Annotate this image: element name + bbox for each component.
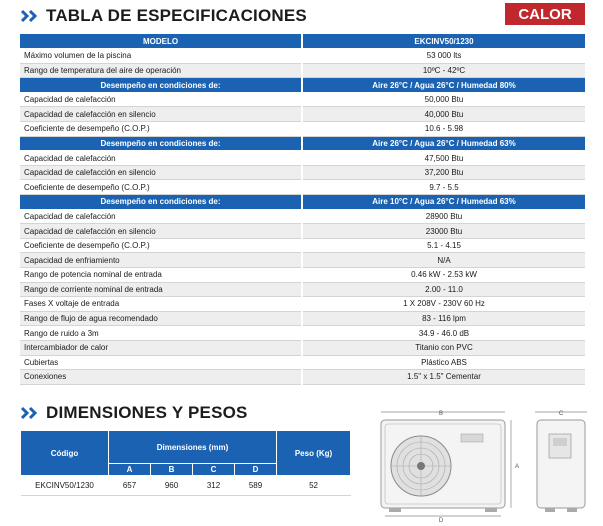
spec-label: Capacidad de calefacción en silencio bbox=[20, 165, 302, 180]
spec-value: 34.9 - 46.0 dB bbox=[302, 326, 585, 341]
spec-label: Rango de potencia nominal de entrada bbox=[20, 268, 302, 283]
spec-value: Plástico ABS bbox=[302, 355, 585, 370]
spec-label: Capacidad de calefacción bbox=[20, 92, 302, 107]
col-header-weight: Peso (Kg) bbox=[277, 431, 351, 476]
spec-section-row bbox=[20, 136, 585, 151]
col-header-b: B bbox=[151, 464, 193, 476]
spec-row bbox=[20, 224, 585, 239]
spec-value: 10.6 - 5.98 bbox=[302, 122, 585, 137]
label-b: B bbox=[438, 411, 444, 417]
spec-label: Capacidad de calefacción en silencio bbox=[20, 107, 302, 122]
cell-c: 312 bbox=[193, 476, 235, 496]
spec-section-header bbox=[20, 5, 307, 27]
spec-row bbox=[20, 92, 585, 107]
spec-section-row bbox=[20, 78, 585, 93]
double-chevron-icon bbox=[20, 406, 40, 420]
spec-value: 28900 Btu bbox=[302, 209, 585, 224]
cell-a: 657 bbox=[109, 476, 151, 496]
spec-value: EKCINV50/1230 bbox=[302, 34, 585, 49]
spec-row bbox=[20, 326, 585, 341]
spec-value: 1.5" x 1.5" Cementar bbox=[302, 370, 585, 385]
col-header-a: A bbox=[109, 464, 151, 476]
spec-value: 83 - 116 lpm bbox=[302, 311, 585, 326]
spec-value: 9.7 - 5.5 bbox=[302, 180, 585, 195]
unit-dimension-diagram bbox=[375, 406, 595, 524]
label-c: C bbox=[558, 411, 564, 417]
cell-b: 960 bbox=[151, 476, 193, 496]
spec-value: Titanio con PVC bbox=[302, 340, 585, 355]
spec-row bbox=[20, 370, 585, 385]
spec-row bbox=[20, 297, 585, 312]
spec-value: 47,500 Btu bbox=[302, 151, 585, 166]
spec-value: N/A bbox=[302, 253, 585, 268]
spec-value: 37,200 Btu bbox=[302, 165, 585, 180]
spec-label: Rango de temperatura del aire de operación bbox=[20, 63, 302, 78]
mode-badge: CALOR bbox=[505, 3, 585, 25]
spec-label: Capacidad de enfriamiento bbox=[20, 253, 302, 268]
label-a: A bbox=[515, 464, 520, 470]
spec-label: Rango de ruido a 3m bbox=[20, 326, 302, 341]
spec-value: Aire 26°C / Agua 26°C / Humedad 63% bbox=[302, 136, 585, 151]
col-header-c: C bbox=[193, 464, 235, 476]
spec-row bbox=[20, 107, 585, 122]
double-chevron-icon bbox=[20, 9, 40, 23]
spec-row bbox=[20, 165, 585, 180]
brand-plate bbox=[461, 434, 483, 442]
spec-value: 53 000 lts bbox=[302, 49, 585, 64]
spec-table bbox=[20, 34, 585, 385]
spec-label: Cubiertas bbox=[20, 355, 302, 370]
spec-row bbox=[20, 340, 585, 355]
spec-row bbox=[20, 180, 585, 195]
col-header-d: D bbox=[235, 464, 277, 476]
spec-row bbox=[20, 63, 585, 78]
spec-label: Conexiones bbox=[20, 370, 302, 385]
spec-value: 50,000 Btu bbox=[302, 92, 585, 107]
spec-row bbox=[20, 49, 585, 64]
dimensions-section-header bbox=[20, 402, 248, 424]
spec-row bbox=[20, 151, 585, 166]
label-d: D bbox=[438, 518, 444, 524]
spec-section-row bbox=[20, 34, 585, 49]
spec-label: Capacidad de calefacción en silencio bbox=[20, 224, 302, 239]
unit-side-body bbox=[537, 420, 585, 508]
spec-label: Fases X voltaje de entrada bbox=[20, 297, 302, 312]
spec-value: 1 X 208V - 230V 60 Hz bbox=[302, 297, 585, 312]
spec-value: Aire 26°C / Agua 26°C / Humedad 80% bbox=[302, 78, 585, 93]
col-header-dimensions: Dimensiones (mm) bbox=[109, 431, 277, 464]
col-header-code: Código bbox=[21, 431, 109, 476]
spec-value: Aire 10°C / Agua 26°C / Humedad 63% bbox=[302, 195, 585, 210]
cell-code: EKCINV50/1230 bbox=[21, 476, 109, 496]
spec-label: Coeficiente de desempeño (C.O.P.) bbox=[20, 180, 302, 195]
spec-label: MODELO bbox=[20, 34, 302, 49]
spec-value: 2.00 - 11.0 bbox=[302, 282, 585, 297]
dimensions-table bbox=[20, 430, 351, 496]
spec-label: Rango de corriente nominal de entrada bbox=[20, 282, 302, 297]
spec-row bbox=[20, 209, 585, 224]
spec-label: Desempeño en condiciones de: bbox=[20, 195, 302, 210]
spec-label: Desempeño en condiciones de: bbox=[20, 136, 302, 151]
spec-row bbox=[20, 355, 585, 370]
spec-label: Desempeño en condiciones de: bbox=[20, 78, 302, 93]
spec-label: Capacidad de calefacción bbox=[20, 209, 302, 224]
spec-value: 23000 Btu bbox=[302, 224, 585, 239]
spec-row bbox=[20, 268, 585, 283]
spec-value: 10ºC - 42ºC bbox=[302, 63, 585, 78]
spec-label: Máximo volumen de la piscina bbox=[20, 49, 302, 64]
spec-value: 40,000 Btu bbox=[302, 107, 585, 122]
spec-row bbox=[20, 311, 585, 326]
dimensions-title: DIMENSIONES Y PESOS bbox=[46, 403, 248, 422]
spec-title: TABLA DE ESPECIFICACIONES bbox=[46, 6, 307, 25]
spec-value: 0.46 kW - 2.53 kW bbox=[302, 268, 585, 283]
spec-label: Intercambiador de calor bbox=[20, 340, 302, 355]
cell-d: 589 bbox=[235, 476, 277, 496]
spec-label: Capacidad de calefacción bbox=[20, 151, 302, 166]
spec-label: Rango de flujo de agua recomendado bbox=[20, 311, 302, 326]
spec-section-row bbox=[20, 195, 585, 210]
spec-row bbox=[20, 253, 585, 268]
cell-weight: 52 bbox=[277, 476, 351, 496]
spec-value: 5.1 - 4.15 bbox=[302, 238, 585, 253]
spec-row bbox=[20, 282, 585, 297]
spec-label: Coeficiente de desempeño (C.O.P.) bbox=[20, 238, 302, 253]
spec-row bbox=[20, 238, 585, 253]
spec-row bbox=[20, 122, 585, 137]
spec-label: Coeficiente de desempeño (C.O.P.) bbox=[20, 122, 302, 137]
